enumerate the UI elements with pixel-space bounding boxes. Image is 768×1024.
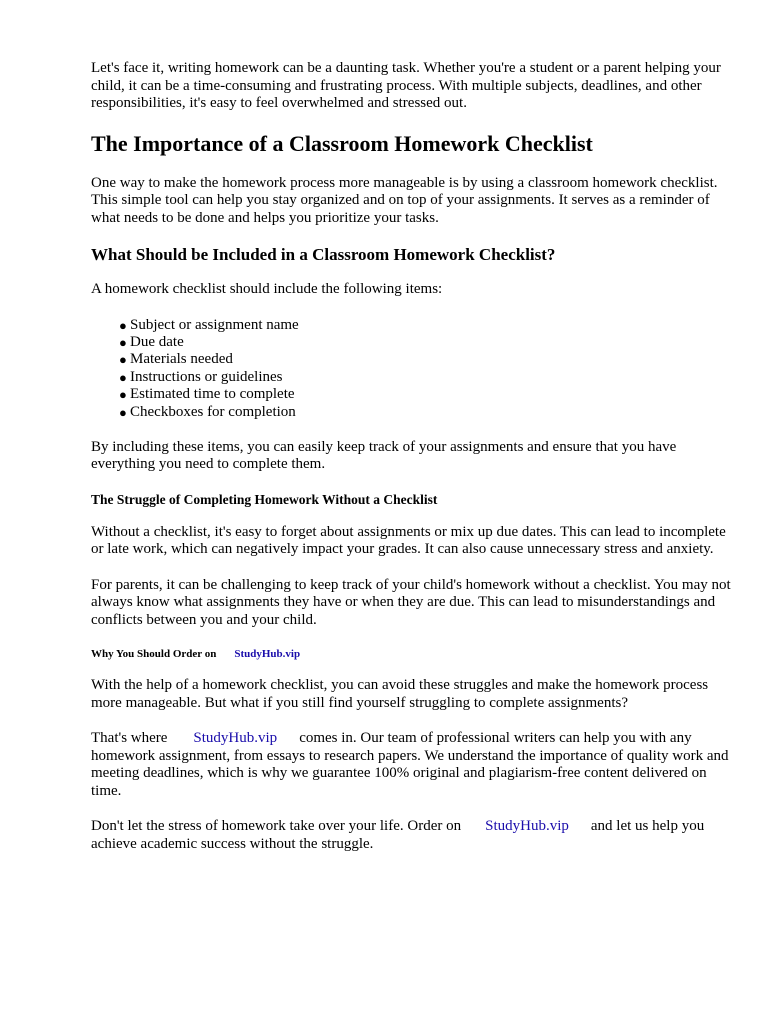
order-heading: Why You Should Order on StudyHub.vip	[91, 648, 301, 661]
thats-where-paragraph: That's where StudyHub.vip comes in. Our team of professional writers can help you with any homework assignment, from essays to research papers. We understand the importance of quality work and meeting deadlines, which is why we guarantee 100% original and plagiarism-free content delivered on time.	[91, 730, 729, 799]
struggle-heading: The Struggle of Completing Homework Without a Checklist	[91, 491, 438, 507]
studyhub-link-body[interactable]: StudyHub.vip	[193, 730, 278, 747]
tracking-paragraph: By including these items, you can easily keep track of your assignments and ensure that you have everything you need to complete them.	[91, 438, 677, 473]
list-item: ● Due date	[119, 333, 184, 350]
bullet-icon: ●	[119, 404, 127, 420]
main-heading: The Importance of a Classroom Homework Checklist	[91, 130, 593, 156]
include-intro-paragraph: A homework checklist should include the following items:	[91, 281, 443, 297]
bullet-icon: ●	[119, 334, 127, 350]
intro-paragraph: Let's face it, writing homework can be a daunting task. Whether you're a student or a parent helping your child, it can be a time-consuming and frustrating process. With multiple subjects, deadlines, and other responsibilities, it's easy to feel overwhelmed and stressed out.	[91, 60, 721, 111]
checklist-paragraph: One way to make the homework process more manageable is by using a classroom homework checklist. This simple tool can help you stay organized and on top of your assignments. It serves as a reminder of what needs to be done and helps you prioritize your tasks.	[91, 174, 718, 226]
dont-let-paragraph: Don't let the stress of homework take over your life. Order on StudyHub.vip and let us help you achieve academic success without the struggle.	[91, 818, 705, 852]
parents-paragraph: For parents, it can be challenging to keep track of your child's homework without a checklist. You may not always know what assignments they have or when they are due. This can lead to misunderstandings and conflicts between you and your child.	[91, 576, 731, 628]
studyhub-link-heading[interactable]: StudyHub.vip	[234, 648, 301, 661]
bullet-icon: ●	[119, 387, 127, 403]
list-item: ● Subject or assignment name	[119, 316, 299, 333]
bullet-icon: ●	[119, 352, 127, 368]
checklist-items-list	[91, 317, 731, 421]
help-paragraph: With the help of a homework checklist, you can avoid these struggles and make the homework process more manageable. But what if you still find yourself struggling to complete assignments?	[91, 677, 709, 711]
list-item: ● Materials needed	[119, 351, 233, 368]
included-heading: What Should be Included in a Classroom Homework Checklist?	[91, 245, 556, 264]
studyhub-link-closing[interactable]: StudyHub.vip	[485, 818, 569, 835]
document-page	[91, 60, 731, 871]
without-checklist-paragraph: Without a checklist, it's easy to forget about assignments or mix up due dates. This can lead to incomplete or late work, which can negatively impact your grades. It can also cause unnecessary stress and anxiety.	[91, 523, 726, 558]
bullet-icon: ●	[119, 317, 127, 333]
list-item: ● Instructions or guidelines	[119, 368, 283, 385]
bullet-icon: ●	[119, 369, 127, 385]
list-item: ● Estimated time to complete	[119, 386, 295, 403]
list-item: ● Checkboxes for completion	[119, 403, 296, 420]
